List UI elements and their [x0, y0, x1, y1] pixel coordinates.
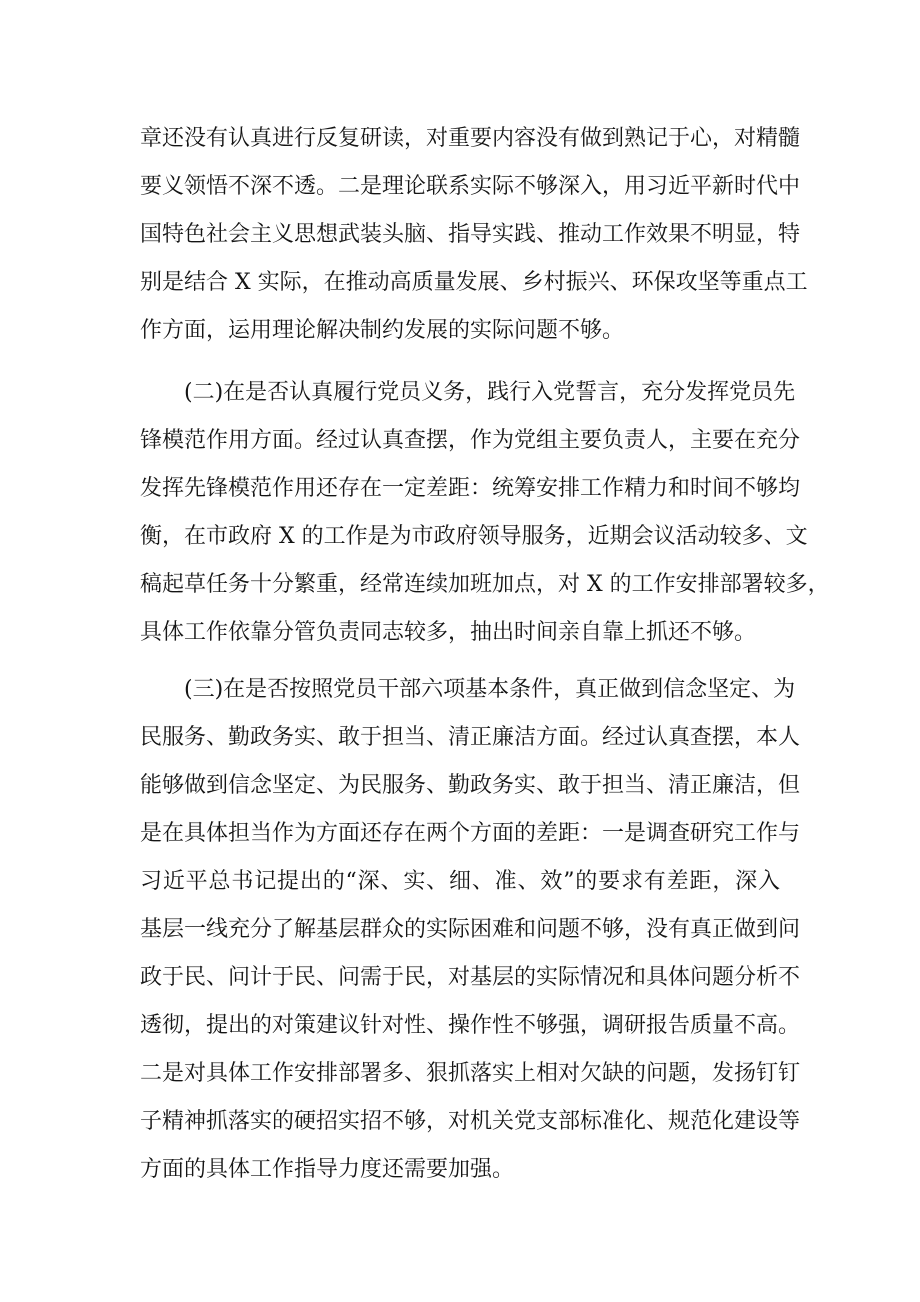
- text-line: 章还没有认真进行反复研读，对重要内容没有做到熟记于心，对精髓: [140, 126, 801, 151]
- text-line: 方面的具体工作指导力度还需要加强。: [140, 1157, 515, 1182]
- text-line: 稿起草任务十分繁重，经常连续加班加点，对 X 的工作安排部署较多，: [140, 572, 830, 597]
- paragraph-theory-study: [140, 115, 808, 355]
- text-line: 要义领悟不深不透。二是理论联系实际不够深入，用习近平新时代中: [140, 174, 801, 199]
- text-line: 透彻，提出的对策建议针对性、操作性不够强，调研报告质量不高。: [140, 1013, 801, 1038]
- paragraph-section-three: [140, 666, 801, 1194]
- text-line: 衡，在市政府 X 的工作是为市政府领导服务，近期会议活动较多、文: [140, 524, 808, 549]
- text-line: 别是结合 X 实际，在推动高质量发展、乡村振兴、环保攻坚等重点工: [140, 270, 808, 295]
- text-line: 国特色社会主义思想武装头脑、指导实践、推动工作效果不明显，特: [140, 222, 801, 247]
- section-heading-line: (三)在是否按照党员干部六项基本条件，真正做到信念坚定、为: [184, 677, 796, 702]
- text-line: 是在具体担当作为方面还存在两个方面的差距：一是调查研究工作与: [140, 821, 801, 846]
- text-line: 二是对具体工作安排部署多、狠抓落实上相对欠缺的问题，发扬钉钉: [140, 1061, 801, 1086]
- section-heading-line: (二)在是否认真履行党员义务，践行入党誓言，充分发挥党员先: [184, 380, 796, 405]
- text-line: 能够做到信念坚定、为民服务、勤政务实、敢于担当、清正廉洁，但: [140, 773, 801, 798]
- text-line: 锋模范作用方面。经过认真查摆，作为党组主要负责人，主要在充分: [140, 428, 801, 453]
- text-line: 子精神抓落实的硬招实招不够，对机关党支部标准化、规范化建设等: [140, 1109, 801, 1134]
- text-line: 作方面，运用理论解决制约发展的实际问题不够。: [140, 318, 625, 343]
- text-line: 基层一线充分了解基层群众的实际困难和问题不够，没有真正做到问: [140, 917, 801, 942]
- text-line: 政于民、问计于民、问需于民，对基层的实际情况和具体问题分析不: [140, 965, 801, 990]
- text-line: 具体工作依靠分管负责同志较多，抽出时间亲自靠上抓还不够。: [140, 620, 757, 645]
- text-line: 民服务、勤政务实、敢于担当、清正廉洁方面。经过认真查摆，本人: [140, 725, 801, 750]
- paragraph-section-two: [140, 369, 830, 657]
- text-line: 习近平总书记提出的“深、实、细、准、效”的要求有差距，深入: [140, 869, 780, 894]
- text-line: 发挥先锋模范作用还存在一定差距：统筹安排工作精力和时间不够均: [140, 476, 801, 501]
